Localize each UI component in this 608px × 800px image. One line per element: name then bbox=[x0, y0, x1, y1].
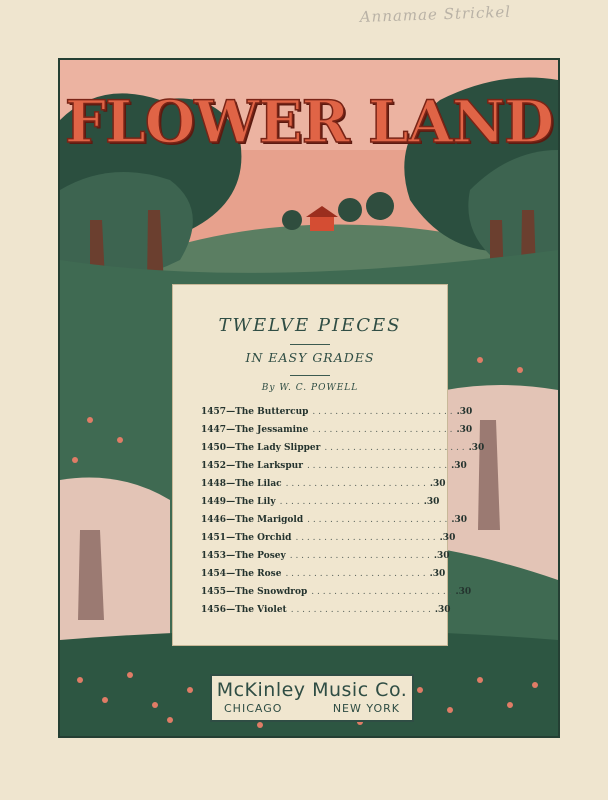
leader-dots: . . . . . . . . . . . . . . . . . . . . . . . . . bbox=[290, 605, 431, 615]
piece-number: 1450 bbox=[201, 443, 227, 453]
piece-row bbox=[201, 533, 456, 551]
divider-top bbox=[290, 344, 330, 345]
contents-panel bbox=[172, 284, 485, 646]
piece-name: —The Lily bbox=[226, 497, 276, 507]
piece-name: —The Rose bbox=[226, 569, 282, 579]
leader-dots: . . . . . . . . . . . . . . . . . . . . . . . . . bbox=[289, 551, 430, 561]
divider-bottom bbox=[290, 375, 330, 376]
leader-dots: . . . . . . . . . . . . . . . . . . . . . . . . . bbox=[312, 425, 453, 435]
piece-name: —The Lilac bbox=[226, 479, 282, 489]
piece-number: 1457 bbox=[201, 407, 227, 417]
leader-dots: . . . . . . . . . . . . . . . . . . . . . . . . . bbox=[306, 461, 448, 471]
leader-dots: . . . . . . . . . . . . . . . . . . . . . . . . . bbox=[307, 515, 448, 525]
piece-number: 1456 bbox=[201, 605, 227, 615]
piece-price: .30 bbox=[433, 551, 450, 561]
piece-price: .30 bbox=[429, 569, 446, 579]
piece-number: 1454 bbox=[201, 569, 227, 579]
piece-name: —The Posey bbox=[226, 551, 286, 561]
piece-name: —The Orchid bbox=[226, 533, 292, 543]
leader-dots: . . . . . . . . . . . . . . . . . . . . . . . . . bbox=[312, 407, 453, 417]
piece-price: .30 bbox=[455, 587, 472, 597]
piece-name: —The Jessamine bbox=[226, 425, 309, 435]
piece-number: 1447 bbox=[201, 425, 227, 435]
piece-number: 1446 bbox=[201, 515, 227, 525]
leader-dots: . . . . . . . . . . . . . . . . . . . . . . . . . bbox=[311, 587, 452, 597]
publisher-name: McKinley Music Co. bbox=[216, 679, 408, 701]
city-chicago: CHICAGO bbox=[224, 702, 283, 715]
leader-dots: . . . . . . . . . . . . . . . . . . . . . . . . . bbox=[279, 497, 420, 507]
subtitle-heading: TWELVE PIECES bbox=[218, 315, 402, 336]
handwritten-signature: Annamae Strickel bbox=[359, 2, 512, 27]
cover-illustration bbox=[58, 58, 560, 738]
piece-name: —The Buttercup bbox=[226, 407, 309, 417]
piece-row bbox=[201, 605, 451, 623]
leader-dots: . . . . . . . . . . . . . . . . . . . . . . . . . bbox=[285, 569, 426, 579]
city-new-york: NEW YORK bbox=[332, 702, 400, 715]
piece-number: 1448 bbox=[201, 479, 227, 489]
piece-price: .30 bbox=[456, 407, 473, 417]
piece-price: .30 bbox=[451, 515, 467, 525]
publisher-box bbox=[210, 674, 414, 722]
piece-name: —The Marigold bbox=[226, 515, 304, 525]
piece-list bbox=[201, 407, 485, 623]
cover-title: FLOWER LAND bbox=[64, 88, 554, 156]
piece-price: .30 bbox=[468, 443, 485, 453]
leader-dots: . . . . . . . . . . . . . . . . . . . . . . . . . bbox=[324, 443, 465, 453]
leader-dots: . . . . . . . . . . . . . . . . . . . . . . . . . bbox=[285, 479, 426, 489]
publisher-cities bbox=[212, 702, 412, 715]
piece-name: —The Lady Slipper bbox=[226, 443, 321, 453]
piece-price: .30 bbox=[439, 533, 456, 543]
piece-row bbox=[201, 551, 450, 569]
piece-number: 1452 bbox=[201, 461, 227, 471]
piece-row bbox=[201, 569, 446, 587]
piece-price: .30 bbox=[456, 425, 473, 435]
piece-price: .30 bbox=[429, 479, 446, 489]
piece-price: .30 bbox=[434, 605, 451, 615]
piece-number: 1453 bbox=[201, 551, 227, 561]
piece-number: 1451 bbox=[201, 533, 227, 543]
piece-number: 1455 bbox=[201, 587, 227, 597]
piece-row bbox=[201, 407, 473, 425]
piece-row bbox=[201, 587, 472, 605]
leader-dots: . . . . . . . . . . . . . . . . . . . . . . . . . bbox=[295, 533, 436, 543]
piece-row bbox=[201, 479, 446, 497]
piece-name: —The Violet bbox=[226, 605, 287, 615]
piece-name: —The Snowdrop bbox=[226, 587, 308, 597]
author-credit: By W. C. POWELL bbox=[261, 383, 359, 393]
piece-number: 1449 bbox=[201, 497, 227, 507]
piece-name: —The Larkspur bbox=[226, 461, 303, 471]
piece-row bbox=[201, 461, 467, 479]
grades-heading: IN EASY GRADES bbox=[245, 350, 375, 365]
piece-price: .30 bbox=[451, 461, 467, 471]
piece-row bbox=[201, 425, 473, 443]
piece-row bbox=[201, 497, 440, 515]
piece-row bbox=[201, 443, 485, 461]
piece-price: .30 bbox=[423, 497, 440, 507]
piece-row bbox=[201, 515, 467, 533]
